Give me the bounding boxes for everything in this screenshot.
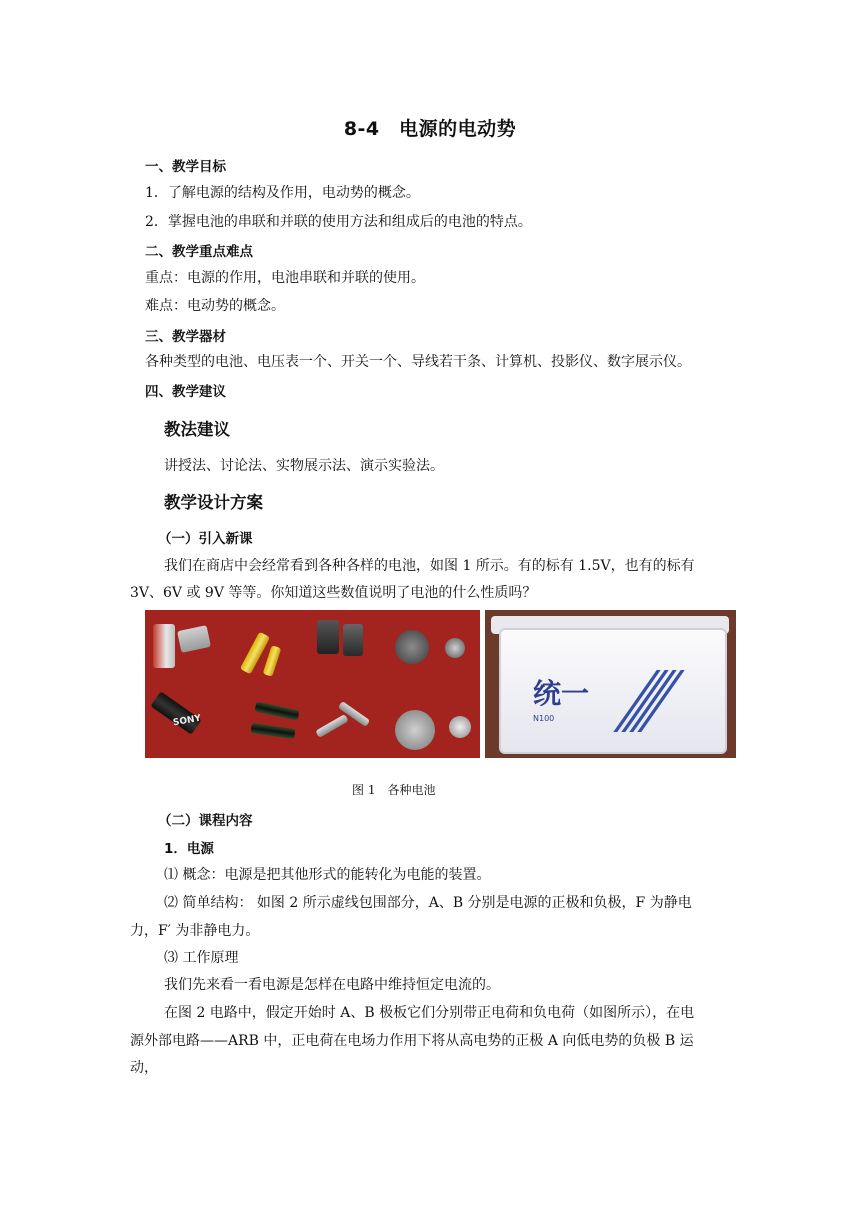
method-heading: 教法建议	[164, 420, 230, 439]
paragraph-1: 我们先来看一看电源是怎样在电路中维持恒定电流的。	[164, 977, 500, 993]
principle-item: ⑶ 工作原理	[164, 950, 239, 966]
paragraph-2-line-3: 动，	[130, 1060, 158, 1076]
equipment-text: 各种类型的电池、电压表一个、开关一个、导线若干条、计算机、投影仪、数字展示仪。	[145, 354, 691, 370]
section-heading-keypoints: 二、教学重点难点	[145, 244, 253, 260]
section-heading-suggestions: 四、教学建议	[145, 384, 226, 400]
structure-item-line-2: 力，F′ 为非静电力。	[130, 923, 260, 939]
page-title: 8-4 电源的电动势	[343, 118, 517, 140]
keypoint-item-2: 难点：电动势的概念。	[145, 298, 285, 314]
figure-caption: 图 1 各种电池	[352, 783, 436, 797]
battery-aaaa-1	[315, 714, 348, 738]
power-heading: 1．电源	[164, 841, 214, 857]
coin-cell-button	[395, 710, 435, 750]
intro-heading: （一）引入新课	[158, 531, 253, 547]
battery-sony	[150, 691, 201, 734]
battery-aaa-dark-2	[251, 723, 296, 739]
method-text: 讲授法、讨论法、实物展示法、演示实验法。	[164, 458, 444, 474]
batteries-photo	[145, 610, 480, 758]
battery-9v-2	[343, 624, 363, 656]
section-heading-equipment: 三、教学器材	[145, 329, 226, 345]
goal-item-1: 1．了解电源的结构及作用，电动势的概念。	[145, 185, 420, 201]
battery-d-cell	[153, 624, 175, 668]
battery-model: N100	[533, 714, 555, 723]
battery-aaa-dark-1	[254, 702, 299, 721]
intro-line-2: 3V、6V 或 9V 等等。你知道这些数值说明了电池的什么性质吗？	[130, 585, 537, 601]
design-heading: 教学设计方案	[164, 493, 263, 512]
car-battery-photo	[485, 610, 736, 758]
sony-label: SONY	[172, 713, 202, 729]
battery-9v-1	[317, 620, 339, 654]
battery-brand: 统一	[533, 677, 590, 710]
battery-aaa-yellow	[263, 645, 282, 677]
coin-cell-large	[395, 630, 429, 664]
coin-cell-small	[445, 638, 465, 658]
battery-small-pack	[177, 625, 211, 653]
concept-item: ⑴ 概念：电源是把其他形式的能转化为电能的装置。	[164, 867, 491, 883]
coin-cell-tiny	[449, 716, 471, 738]
section-heading-goals: 一、教学目标	[145, 159, 226, 175]
goal-item-2: 2．掌握电池的串联和并联的使用方法和组成后的电池的特点。	[145, 214, 532, 230]
paragraph-2-line-1: 在图 2 电路中，假定开始时 A、B 极板它们分别带正电荷和负电荷（如图所示），在电	[164, 1005, 695, 1021]
content-heading: （二）课程内容	[158, 813, 253, 829]
paragraph-2-line-2: 源外部电路——ARB 中，正电荷在电场力作用下将从高电势的正极 A 向低电势的负极 B 运	[130, 1033, 694, 1049]
keypoint-item-1: 重点：电源的作用，电池串联和并联的使用。	[145, 270, 425, 286]
intro-line-1: 我们在商店中会经常看到各种各样的电池，如图 1 所示。有的标有 1.5V，也有的标有	[164, 558, 695, 574]
structure-item-line-1: ⑵ 简单结构： 如图 2 所示虚线包围部分，A、B 分别是电源的正极和负极，F 为静电	[164, 895, 692, 911]
